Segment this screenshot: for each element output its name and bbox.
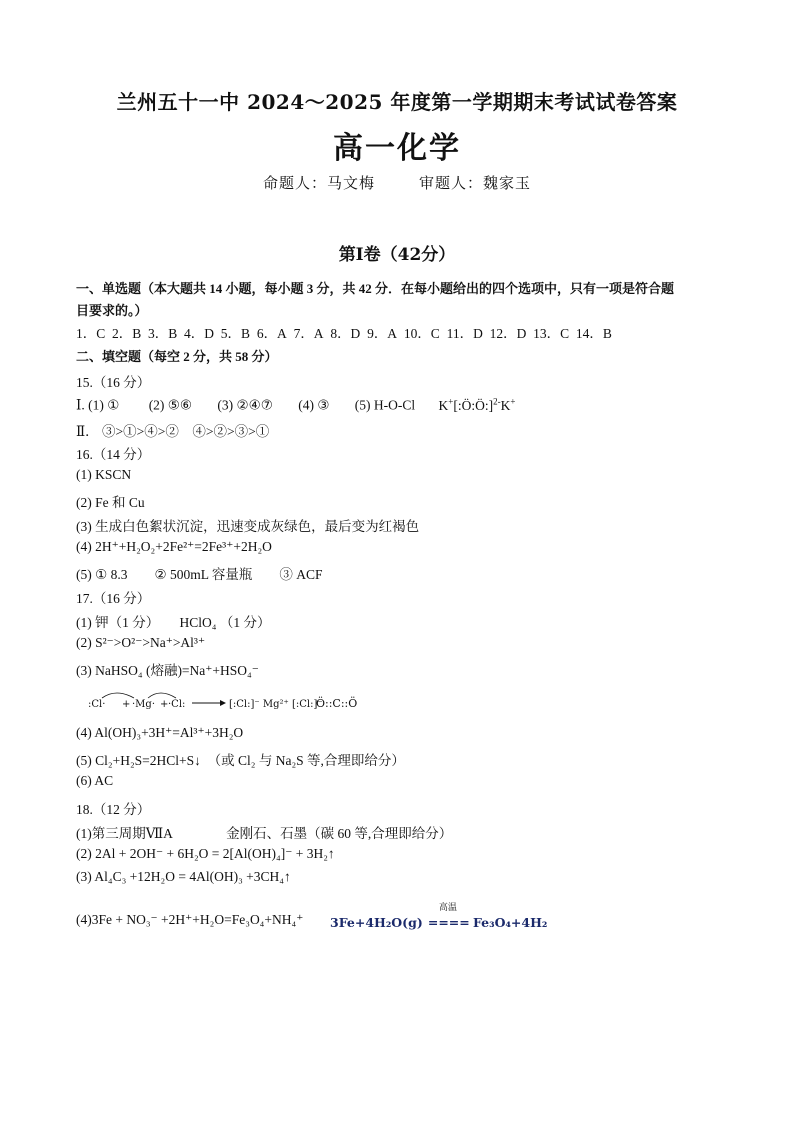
mc-answer: 10．C: [403, 326, 440, 341]
part-heading: 第Ⅰ卷（42分）: [338, 245, 456, 265]
mc-answer: 1．C: [76, 326, 106, 341]
q18-answer-2: (2) 2Al + 2OH⁻ + 6H₂O = 2[Al(OH)₄]⁻ + 3H₂↑: [76, 846, 335, 861]
q15-answer: (1) ①: [88, 397, 120, 413]
mc-answer: 14．B: [575, 326, 612, 341]
reaction-reactants: 3Fe+4H₂O(g): [330, 915, 423, 930]
q15-answer: (2) ⑤⑥: [148, 397, 193, 413]
svg-text:·Mg·: ·Mg·: [132, 699, 155, 710]
mc-answer: 6．A: [256, 326, 287, 341]
q16-answer-4: (4) 2H⁺+H₂O₂+2Fe²⁺=2Fe³⁺+2H₂O: [76, 539, 272, 554]
mc-answer: 4．D: [184, 326, 215, 341]
q17-answer-3: (3) NaHSO₄ (熔融)=Na⁺+HSO₄⁻: [76, 663, 259, 678]
section-two-heading: 二、填空题（每空 2 分，共 58 分）: [76, 349, 278, 364]
q15-header: 15.（16 分）: [76, 375, 151, 390]
q16-answer-3: (3) 生成白色絮状沉淀，迅速变成灰绿色，最后变为红褐色: [76, 519, 420, 534]
svg-text:+: +: [160, 699, 169, 710]
svg-text:+: +: [122, 699, 131, 710]
q15-part2: Ⅱ． ③>①>④>② ④>②>③>①: [76, 424, 270, 439]
q17-answer-2: (2) S²⁻>O²⁻>Na⁺>Al³⁺: [76, 635, 206, 650]
q18-answer-4-extra: [330, 903, 548, 931]
q15-answer: (5) H-O-Cl: [354, 397, 416, 413]
q16-answer-2: (2) Fe 和 Cu: [76, 495, 145, 510]
condition-label: 高温: [438, 903, 457, 913]
mc-answer: 8．D: [330, 326, 361, 341]
mc-answer: 9．A: [367, 326, 398, 341]
q15-answer: (4) ③: [298, 397, 330, 413]
q17-header: 17.（16 分）: [76, 591, 151, 606]
q18-answer-4: (4)3Fe + NO₃⁻ +2H⁺+H₂O=Fe₃O₄+NH₄⁺: [76, 912, 304, 927]
q18-header: 18.（12 分）: [76, 802, 151, 817]
svg-text:[:Cl:]⁻ Mg²⁺ [:Cl:]⁻: [:Cl:]⁻ Mg²⁺ [:Cl:]⁻: [229, 699, 323, 710]
reaction-condition: 高温 ====: [428, 912, 468, 931]
svg-text:Ö::C::Ö: Ö::C::Ö: [316, 697, 358, 710]
reviewer-label: 审题人：魏家玉: [419, 174, 532, 192]
exam-title: 兰州五十一中 2024～2025 年度第一学期期末考试试卷答案: [116, 90, 678, 114]
svg-text::Cl·: :Cl·: [88, 699, 106, 710]
section-one-instructions: 一、单选题（本大题共 14 小题，每小题 3 分，共 42 分．在每小题给出的四个选项中，只有一项是符合题: [76, 281, 675, 296]
mc-answer: 5．B: [220, 326, 251, 341]
electron-transfer-diagram: [88, 690, 388, 716]
mc-answer: 2．B: [112, 326, 142, 341]
q17-answer-6: (6) AC: [76, 773, 114, 788]
mc-answers: [76, 322, 612, 342]
electron-dot-formula: K+[:Ö:Ö:]$^{2-}$K+: [438, 396, 516, 413]
q18-answer-3: (3) Al₄C₃ +12H₂O = 4Al(OH)₃ +3CH₄↑: [76, 869, 291, 884]
mc-answer: 12．D: [489, 326, 527, 341]
q16-answer-5: (5) ① 8.3 ② 500mL 容量瓶 ③ ACF: [76, 567, 323, 582]
mc-answer: 11．D: [446, 326, 483, 341]
q16-answer-1: (1) KSCN: [76, 467, 132, 482]
q18-answer-1: (1)第三周期ⅦA 金刚石、石墨（碳 60 等,合理即给分）: [76, 826, 453, 841]
reaction-products: Fe₃O₄+4H₂: [472, 915, 548, 930]
q16-header: 16.（14 分）: [76, 447, 151, 462]
subject-title: 高一化学: [333, 131, 461, 166]
q15-part1: [76, 396, 515, 414]
mc-answer: 3．B: [148, 326, 178, 341]
q17-answer-4: (4) Al(OH)₃+3H⁺=Al³⁺+3H₂O: [76, 725, 244, 740]
q15-answer: (3) ②④⑦: [217, 397, 273, 413]
mc-answer: 13．C: [533, 326, 570, 341]
section-one-instructions-cont: 目要求的。）: [76, 303, 148, 318]
author-label: 命题人：马文梅: [262, 174, 375, 192]
q15-part1-label: Ⅰ.: [76, 397, 85, 413]
mc-answer: 7．A: [293, 326, 324, 341]
svg-text:·Cl:: ·Cl:: [168, 699, 186, 710]
q17-answer-5: (5) Cl₂+H₂S=2HCl+S↓ （或 Cl₂ 与 Na₂S 等,合理即给分）: [76, 753, 405, 768]
authors-line: [0, 172, 794, 193]
q17-answer-1: (1) 钾（1 分） HClO₄ （1 分）: [76, 615, 271, 630]
